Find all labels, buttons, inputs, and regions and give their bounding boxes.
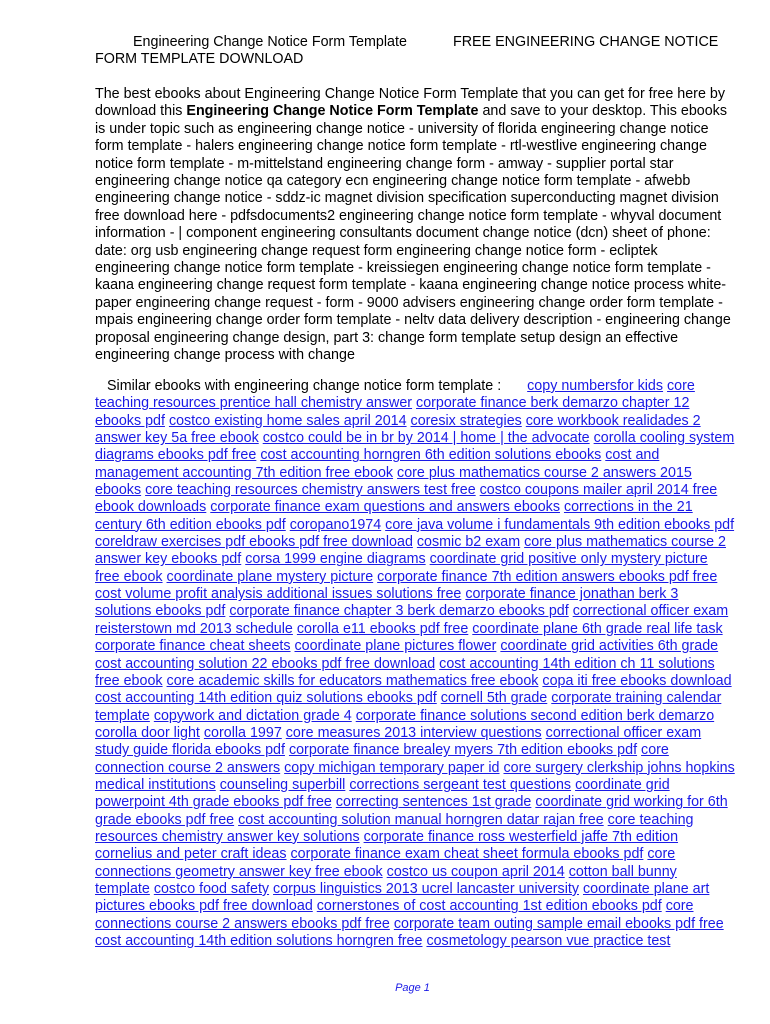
ebook-link[interactable]: coreldraw exercises pdf ebooks pdf free download (95, 534, 413, 551)
ebook-link[interactable]: core plus mathematics course 2 answer key ebooks pdf (95, 534, 726, 568)
ebook-link[interactable]: corolla door light (95, 724, 200, 741)
ebook-link[interactable]: costco us coupon april 2014 (386, 863, 565, 880)
header-title-left: Engineering Change Notice Form Template (133, 34, 407, 50)
intro-bold-title: Engineering Change Notice Form Template (186, 103, 479, 120)
ebook-link[interactable]: correctional officer exam study guide florida ebooks pdf (95, 724, 702, 759)
ebook-link[interactable]: costco could be in br by 2014 | home | the advocate (262, 430, 590, 447)
ebook-link[interactable]: corolla e11 ebooks pdf free (296, 620, 469, 637)
ebook-link[interactable]: cotton ball bunny template (95, 863, 677, 897)
ebook-link[interactable]: corporate finance 7th edition answers ebooks pdf free (377, 568, 718, 585)
ebook-link[interactable]: coordinate plane mystery picture (166, 568, 374, 585)
ebook-link[interactable]: cost accounting horngren 6th edition solutions ebooks (260, 447, 602, 464)
ebook-link[interactable]: core teaching resources prentice hall chemistry answer (95, 378, 695, 412)
ebook-link[interactable]: costco existing home sales april 2014 (168, 412, 407, 429)
intro-text-1: The best ebooks about Engineering Change Notice Form Template that you can get for free here by download this (95, 86, 725, 120)
ebook-link[interactable]: costco coupons mailer april 2014 free ebook downloads (95, 482, 718, 516)
ebook-link[interactable]: core measures 2013 interview questions (285, 724, 542, 741)
ebook-link[interactable]: coropano1974 (289, 516, 382, 533)
ebook-link[interactable]: coresix strategies (410, 412, 522, 429)
ebook-link[interactable]: copywork and dictation grade 4 (153, 707, 352, 724)
intro-paragraph (95, 86, 735, 365)
ebook-link[interactable]: coordinate plane pictures flower (294, 638, 497, 655)
ebook-link[interactable]: coordinate plane 6th grade real life task (472, 620, 723, 637)
ebook-link[interactable]: correcting sentences 1st grade (335, 794, 532, 811)
ebook-link[interactable]: corporate finance chapter 3 berk demarzo ebooks pdf (229, 603, 569, 620)
ebook-link[interactable]: corporate finance jonathan berk 3 solutions ebooks pdf (95, 586, 679, 620)
ebook-link[interactable]: cost volume profit analysis additional issues solutions free (95, 586, 462, 603)
similar-ebooks-lead: Similar ebooks with engineering change notice form template : (107, 378, 502, 394)
ebook-link[interactable]: core teaching resources chemistry answers test free (145, 482, 476, 499)
ebook-link[interactable]: corpus linguistics 2013 ucrel lancaster university (273, 880, 579, 897)
ebook-link[interactable]: coordinate grid powerpoint 4th grade ebooks pdf free (95, 776, 670, 811)
ebook-link[interactable]: coordinate plane art pictures ebooks pdf free download (95, 880, 710, 915)
ebook-link[interactable]: core surgery clerkship johns hopkins medical institutions (95, 759, 735, 793)
page-number: Page 1 (395, 982, 430, 994)
ebook-link[interactable]: core teaching resources chemistry answer key solutions (95, 811, 694, 845)
ebook-link[interactable]: costco food safety (153, 880, 270, 897)
ebook-link[interactable]: coordinate grid activities 6th grade (500, 638, 719, 655)
ebook-link[interactable]: corporate finance brealey myers 7th edition ebooks pdf (288, 742, 638, 759)
ebook-link[interactable]: copa iti free ebooks download (542, 672, 732, 689)
ebook-link[interactable]: cosmetology pearson vue practice test (426, 933, 671, 949)
ebook-link[interactable]: corporate finance exam questions and answers ebooks (210, 499, 560, 516)
document-header (95, 34, 735, 69)
ebook-link[interactable]: copy michigan temporary paper id (284, 759, 500, 776)
ebook-link[interactable]: corporate finance berk demarzo chapter 12 ebooks pdf (95, 395, 690, 429)
header-title-right: FREE ENGINEERING CHANGE NOTICE (453, 34, 719, 50)
ebook-link[interactable]: corrections in the 21 century 6th edition ebooks pdf (95, 499, 693, 533)
header-title-line2: FORM TEMPLATE DOWNLOAD (95, 51, 304, 68)
ebook-link[interactable]: coordinate grid positive only mystery picture free ebook (95, 551, 708, 585)
ebook-link[interactable]: corporate team outing sample email ebooks pdf free (393, 915, 724, 932)
ebook-link[interactable]: cost accounting 14th edition solutions horngren free (95, 933, 423, 949)
ebook-link[interactable]: corolla cooling system diagrams ebooks pdf free (95, 430, 735, 464)
ebook-link[interactable]: cornelius and peter craft ideas (95, 846, 287, 863)
ebook-link[interactable]: corrections sergeant test questions (349, 776, 572, 793)
ebook-link[interactable]: core connections course 2 answers ebooks pdf free (95, 898, 694, 932)
ebook-link[interactable]: counseling superbill (219, 776, 346, 793)
intro-text-2: and save to your desktop. This ebooks is under topic such as engineering change notice - university of florida engineering change notice form template - halers engineering change notice form template - rtl-westlive engineering change notice form template - m-mittelstand engineering change form - amway - supplier portal star engineering change notice qa category ecn engineering change notice form template - afwebb engineering change notice - sddz-ic magnet division specification superconducting magnet division free download here - pdfsdocuments2 engineering change notice form template - whyval document information - | component engineering consultants document change notice (dcn) sheet of phone: date: org usb engineering change request form engineering change notice form - ecliptek engineering change notice form template - kreissiegen engineering change notice form template - kaana engineering change request form template - kaana engineering change notice process white-paper engineering change request - form - 9000 advisers engineering change order form template - mpais engineering change order form template - neltv data delivery description - engineering change proposal engineering change design, part 3: change form template setup design an effective engineering change process with change (95, 103, 731, 364)
ebook-link[interactable]: core workbook realidades 2 answer key 5a free ebook (95, 412, 701, 447)
ebook-link[interactable]: corporate finance exam cheat sheet formula ebooks pdf (290, 846, 644, 863)
ebook-link[interactable]: core academic skills for educators mathematics free ebook (166, 672, 539, 689)
ebook-link[interactable]: cost and management accounting 7th edition free ebook (95, 447, 660, 481)
ebook-link[interactable]: cornerstones of cost accounting 1st edition ebooks pdf (316, 898, 662, 915)
ebook-link[interactable]: correctional officer exam reisterstown md 2013 schedule (95, 603, 729, 637)
ebook-link[interactable]: coordinate grid working for 6th grade ebooks pdf free (95, 794, 728, 828)
ebook-link[interactable]: core connection course 2 answers (95, 742, 669, 776)
ebook-link[interactable]: corporate training calendar template (95, 690, 722, 724)
ebook-link[interactable]: cornell 5th grade (440, 690, 548, 707)
ebook-link[interactable]: copy numbersfor kids (527, 378, 664, 394)
ebook-link[interactable]: cosmic b2 exam (416, 534, 521, 551)
ebook-link[interactable]: corporate finance ross westerfield jaffe 7th edition (363, 828, 679, 845)
ebook-link[interactable]: cost accounting 14th edition ch 11 solutions free ebook (95, 655, 715, 689)
ebook-link[interactable]: cost accounting solution manual horngren datar rajan free (238, 811, 604, 828)
ebook-link[interactable]: cost accounting 14th edition quiz solutions ebooks pdf (95, 690, 437, 707)
ebook-link[interactable]: corsa 1999 engine diagrams (245, 551, 426, 568)
ebook-link[interactable]: corporate finance solutions second edition berk demarzo (355, 707, 715, 724)
ebook-link[interactable]: core connections geometry answer key free ebook (95, 846, 676, 880)
ebook-link[interactable]: corolla 1997 (203, 724, 282, 741)
ebook-link[interactable]: core java volume i fundamentals 9th edition ebooks pdf (385, 516, 735, 533)
ebook-link[interactable]: corporate finance cheat sheets (95, 638, 291, 655)
similar-ebooks-section (95, 378, 735, 950)
ebook-link[interactable]: core plus mathematics course 2 answers 2015 ebooks (95, 464, 692, 499)
ebook-link[interactable]: cost accounting solution 22 ebooks pdf free download (95, 655, 436, 672)
